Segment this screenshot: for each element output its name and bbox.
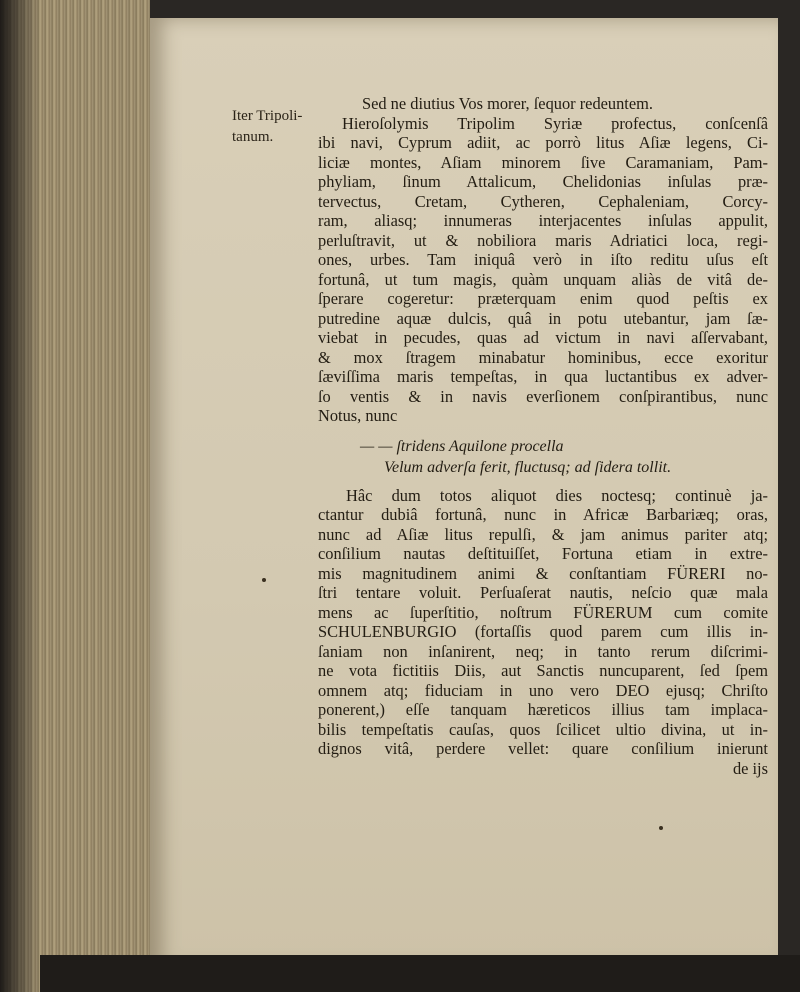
text-line: ſperare cogeretur: præterquam enim quod peſtis ex [318,289,768,308]
text-line: ram, aliasq; innumeras interjacentes inſulas appulit, [318,211,768,230]
text-line: ne vota fictitiis Diis, aut Sanctis nuncuparent, ſed ſpem [318,661,768,680]
text-line: ſæviſſima maris tempeſtas, in qua luctantibus ex adver- [318,367,768,386]
text-line: Hieroſolymis Tripolim Syriæ profectus, conſcenſâ [342,113,768,133]
text-line: SCHULENBURGIO (fortaſſis quod parem cum illis in- [318,622,768,641]
text-line: fortunâ, ut tum magis, quàm unquam aliàs de vitâ de- [318,269,768,289]
text-line: mens ac ſuperſtitio, noſtrum FÜRERUM cum comite [318,602,768,622]
text-line: ponerent,) eſſe tanquam hæreticos illius tam implaca- [318,700,768,719]
page-bottom-shadow [40,955,800,992]
marginal-note [232,106,324,148]
text-line: ſaniam non inſanirent, neq; in tanto rerum diſcrimi- [318,641,768,661]
text-line: ſo ventis & in navis everſionem conſpirantibus, nunc [318,386,768,406]
catchword: de ijs [732,758,768,778]
text-line: ibi navi, Cyprum adiit, ac porrò litus Aſiæ legens, Ci- [318,133,768,152]
text-line: mis magnitudinem animi & conſtantiam FÜRERI no- [318,563,768,583]
text-line: omnem atq; fiduciam in uno vero DEO ejusq; Chriſto [318,680,768,700]
text-line: putredine aquæ dulcis, quâ in potu utebantur, jam ſæ- [318,308,768,328]
marginal-note-line: Iter Tripoli- [232,108,303,124]
text-line: Hâc dum totos aliquot dies noctesq; continuè ja- [346,485,768,505]
text-line: Notus, nunc [318,406,398,425]
ink-speck [262,578,266,582]
text-line: ctantur dubiâ fortunâ, nunc in Africæ Barbariæq; oras, [318,505,768,524]
verse-line: — — ſtridens Aquilone procella [360,437,564,455]
text-line: & mox ſtragem minabatur hominibus, ecce exoritur [318,347,768,367]
text-line: bilis tempeſtatis cauſas, quos ſcilicet ultio divina, ut in- [318,719,768,739]
text-line: ſtri tentare voluit. Perſuaſerat nautis, neſcio quæ mala [318,583,768,602]
text-line: ones, urbes. Tam iniquâ verò in iſto reditu uſus eſt [318,250,768,269]
body-text [318,94,768,778]
verse-line: Velum adverſa ferit, fluctusq; ad ſidera tollit. [384,458,672,476]
text-line: conſilium nautas deſtituiſſet, Fortuna etiam in extre- [318,544,768,563]
ink-speck [659,826,663,830]
text-line: liciæ montes, Aſiam minorem ſive Caramaniam, Pam- [318,152,768,172]
text-line: tervectus, Cretam, Cytheren, Cephaleniam, Corcy- [318,191,768,211]
text-line: phyliam, ſinum Attalicum, Chelidonias inſulas præ- [318,172,768,191]
text-line: nunc ad Aſiæ litus repulſi, & jam animus pariter atq; [318,524,768,544]
marginal-note-line: tanum. [232,129,274,145]
binding-shadow [0,0,40,992]
text-line: viebat in pecudes, quas ad victum in navi aſſervabant, [318,328,768,347]
text-line: dignos vitâ, perdere vellet: quare conſilium inierunt [318,739,768,758]
text-line: Sed ne diutius Vos morer, ſequor redeuntem. [362,94,653,113]
text-line: perluſtravit, ut & nobiliora maris Adriatici loca, regi- [318,230,768,250]
